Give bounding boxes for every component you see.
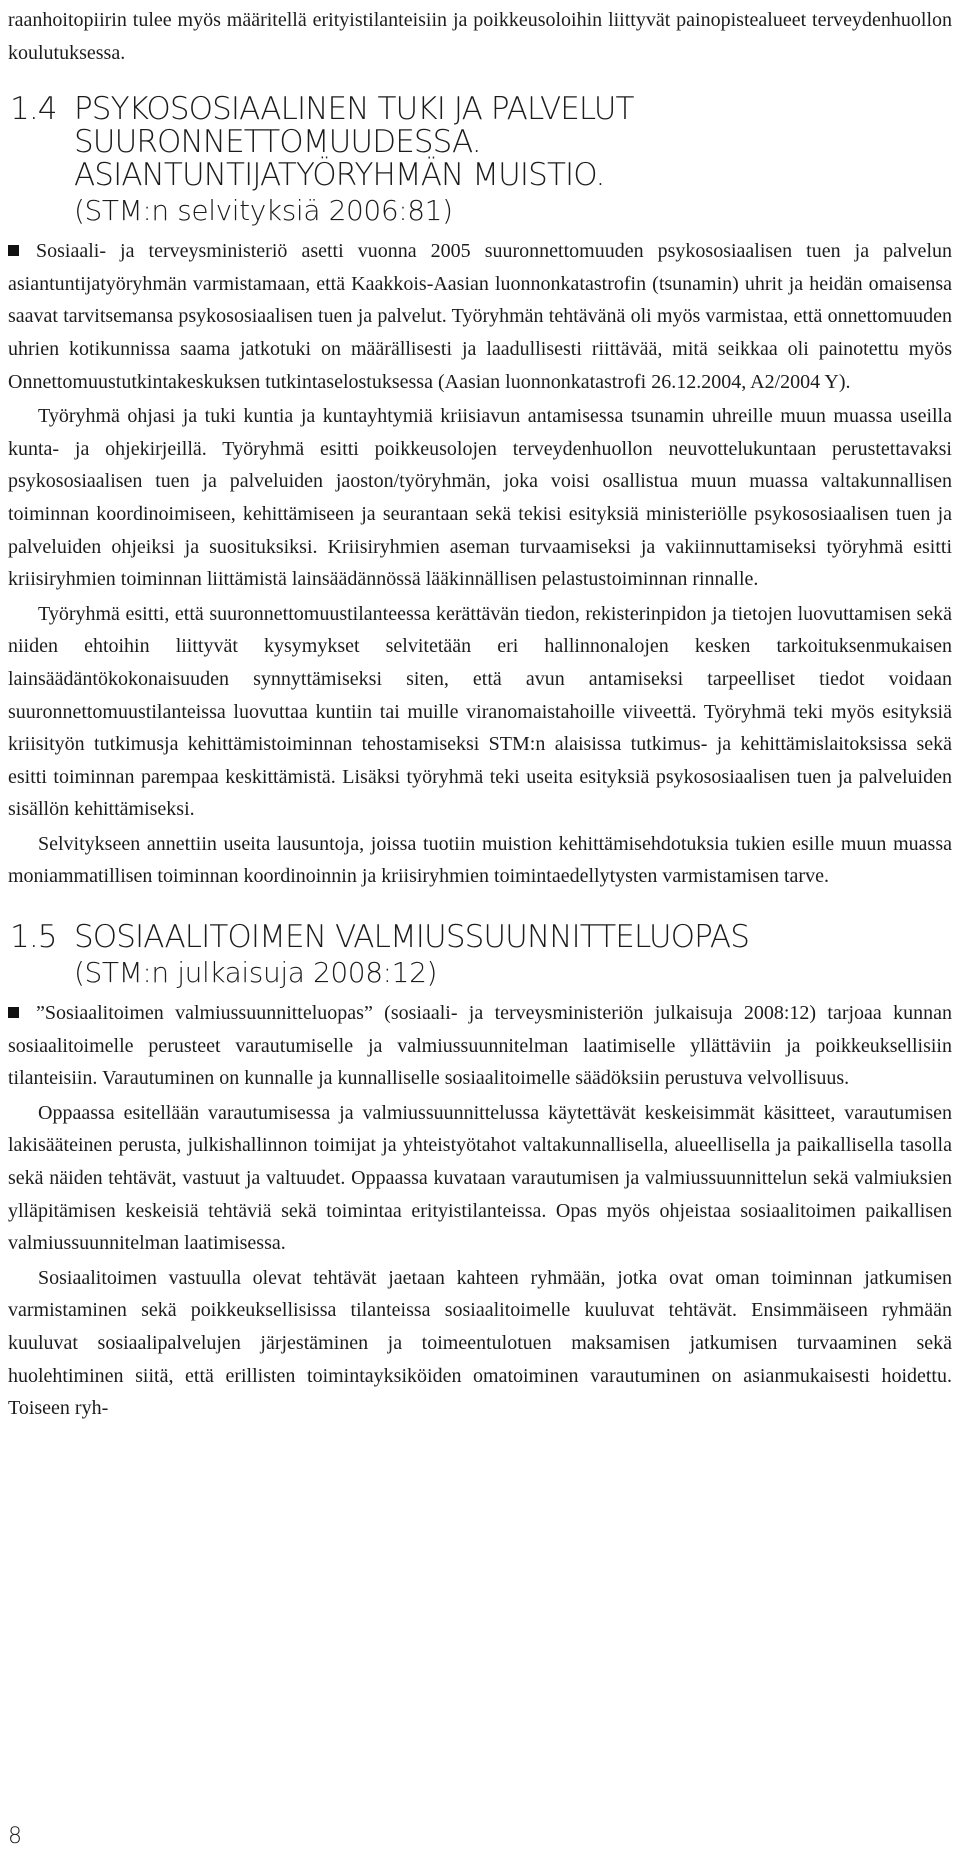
body-paragraph: Työryhmä esitti, että suuronnettomuustilanteessa kerättävän tiedon, rekisterinpidon ja tietojen luovuttamisen sekä niiden ehtoihin liittyvät kysymykset selvitetään eri hallinnonalojen kesken tarkoituksenmukaisen lainsäädäntökokonaisuuden synnyttämiseksi siten, että avun antamiseksi tarpeelliset tiedot voidaan suuronnettomuustilanteissa luovuttaa kuntiin tai muille viranomaistahoille viiveettä. Työryhmä teki myös esityksiä kriisityön tutkimusja kehittämistoiminnan tehostamiseksi STM:n alaisissa tutkimus- ja kehittämislaitoksissa sekä esitti toiminnan parempaa keskittämistä. Lisäksi työryhmä teki useita esityksiä psykososiaalisen tuen ja palveluiden sisällön kehittämiseksi. [8,602,952,821]
section-title-line: SUURONNETTOMUUDESSA. [74,124,481,161]
section-heading-1-4 [8,93,952,227]
section-heading-1-5 [8,921,952,989]
body-paragraph: Työryhmä ohjasi ja tuki kuntia ja kuntayhtymiä kriisiavun antamisessa tsunamin uhreille muun muassa useilla kunta- ja ohjekirjeillä. Työryhmä esitti poikkeusolojen terveydenhuollon neuvottelukuntaan perustettavaksi psykososiaalisen tuen ja palveluiden jaoston/työryhmän, joka voisi osallistua muun muassa valtakunnallisen toiminnan koordinoimiseen, kehittämiseen ja seurantaan sekä tekisi esityksiä ministeriölle psykososiaalisen tuen ja palveluiden ohjeiksi ja suosituksiksi. Kriisiryhmien aseman turvaamiseksi ja vakiinnuttamiseksi työryhmä esitti kriisiryhmien toiminnan liittämistä lainsäädännössä lääkinnällisen pelastustoiminnan rinnalle. [8,405,952,591]
document-page [8,0,952,1425]
body-paragraph: Oppaassa esitellään varautumisessa ja valmiussuunnittelussa käytettävät keskeisimmät käsitteet, varautumisen lakisääteinen perusta, julkishallinnon toimijat ja yhteistyötahot valtakunnallisella, alueellisella ja paikallisella tasolla sekä näiden tehtävät, vastuut ja valtuudet. Oppaassa kuvataan varautumisen ja valmiussuunnittelun sekä valmiuksien ylläpitämisen keskeisiä tehtäviä sekä toimintaa erityistilanteissa. Opas myös ohjeistaa sosiaalitoimen paikallisen valmiussuunnitelman laatimisessa. [8,1101,952,1255]
body-paragraph: Sosiaali- ja terveysministeriö asetti vuonna 2005 suuronnettomuuden psykososiaalisen tuen ja palvelun asiantuntijatyöryhmän varmistamaan, että Kaakkois-Aasian luonnonkatastrofin (tsunamin) uhrit ja heidän omaisensa saavat tarvitsemansa psykososiaalisen tuen ja palvelut. Työryhmän tehtävänä oli myös varmistaa, että onnettomuuden uhrien kotikunnissa saama jatkotuki on määrällisesti ja laadullisesti riittävää, mitä seikkaa oli painotettu myös Onnettomuustutkintakeskuksen tutkintaselostuksessa (Aasian luonnonkatastrofi 26.12.2004, A2/2004 Y). [8,240,952,393]
body-paragraph: Sosiaalitoimen vastuulla olevat tehtävät jaetaan kahteen ryhmään, jotka ovat oman toiminnan jatkumisen varmistaminen sekä poikkeuksellisissa tilanteissa sosiaalitoimelle kuuluvat tehtävät. Ensimmäiseen ryhmään kuuluvat sosiaalipalvelujen järjestäminen ja toimeentulotuen maksamisen jatkumisen turvaaminen sekä huolehtiminen siitä, että erillisten toimintayksiköiden omatoiminen varautuminen on asianmukaisesti hoidettu. Toiseen ryh- [8,1266,952,1420]
intro-paragraph: raanhoitopiirin tulee myös määritellä erityistilanteisiin ja poikkeusoloihin liittyvät painopistealueet terveydenhuollon koulutuksessa. [8,9,952,64]
square-bullet-icon [8,1007,19,1018]
section-number: 1.4 [10,91,57,128]
body-paragraph: Selvitykseen annettiin useita lausuntoja, joissa tuotiin muistion kehittämisehdotuksia tukien esille muun muassa moniammatillisen toiminnan koordinoinnin ja kriisiryhmien toimintaedellytysten varmistamisen tarve. [8,832,952,888]
section-title-line: SOSIAALITOIMEN VALMIUSSUUNNITTELUOPAS [74,919,750,956]
section-number: 1.5 [10,919,57,956]
square-bullet-icon [8,245,19,256]
section-subtitle: (STM:n selvityksiä 2006:81) [74,194,453,228]
section-title-line: PSYKOSOSIAALINEN TUKI JA PALVELUT [74,91,634,128]
page-number: 8 [8,1824,22,1849]
body-paragraph: ”Sosiaalitoimen valmiussuunnitteluopas” (sosiaali- ja terveysministeriön julkaisuja 2008:12) tarjoaa kunnan sosiaalitoimelle perusteet varautumiselle ja valmiussuunnitelman laatimiselle yllättäviin ja poikkeuksellisiin tilanteisiin. Varautuminen on kunnalle ja kunnalliselle sosiaalitoimelle säädöksiin perustuva velvollisuus. [8,1002,952,1090]
section-subtitle: (STM:n julkaisuja 2008:12) [74,956,438,990]
section-title-line: ASIANTUNTIJATYÖRYHMÄN MUISTIO. [74,157,605,194]
